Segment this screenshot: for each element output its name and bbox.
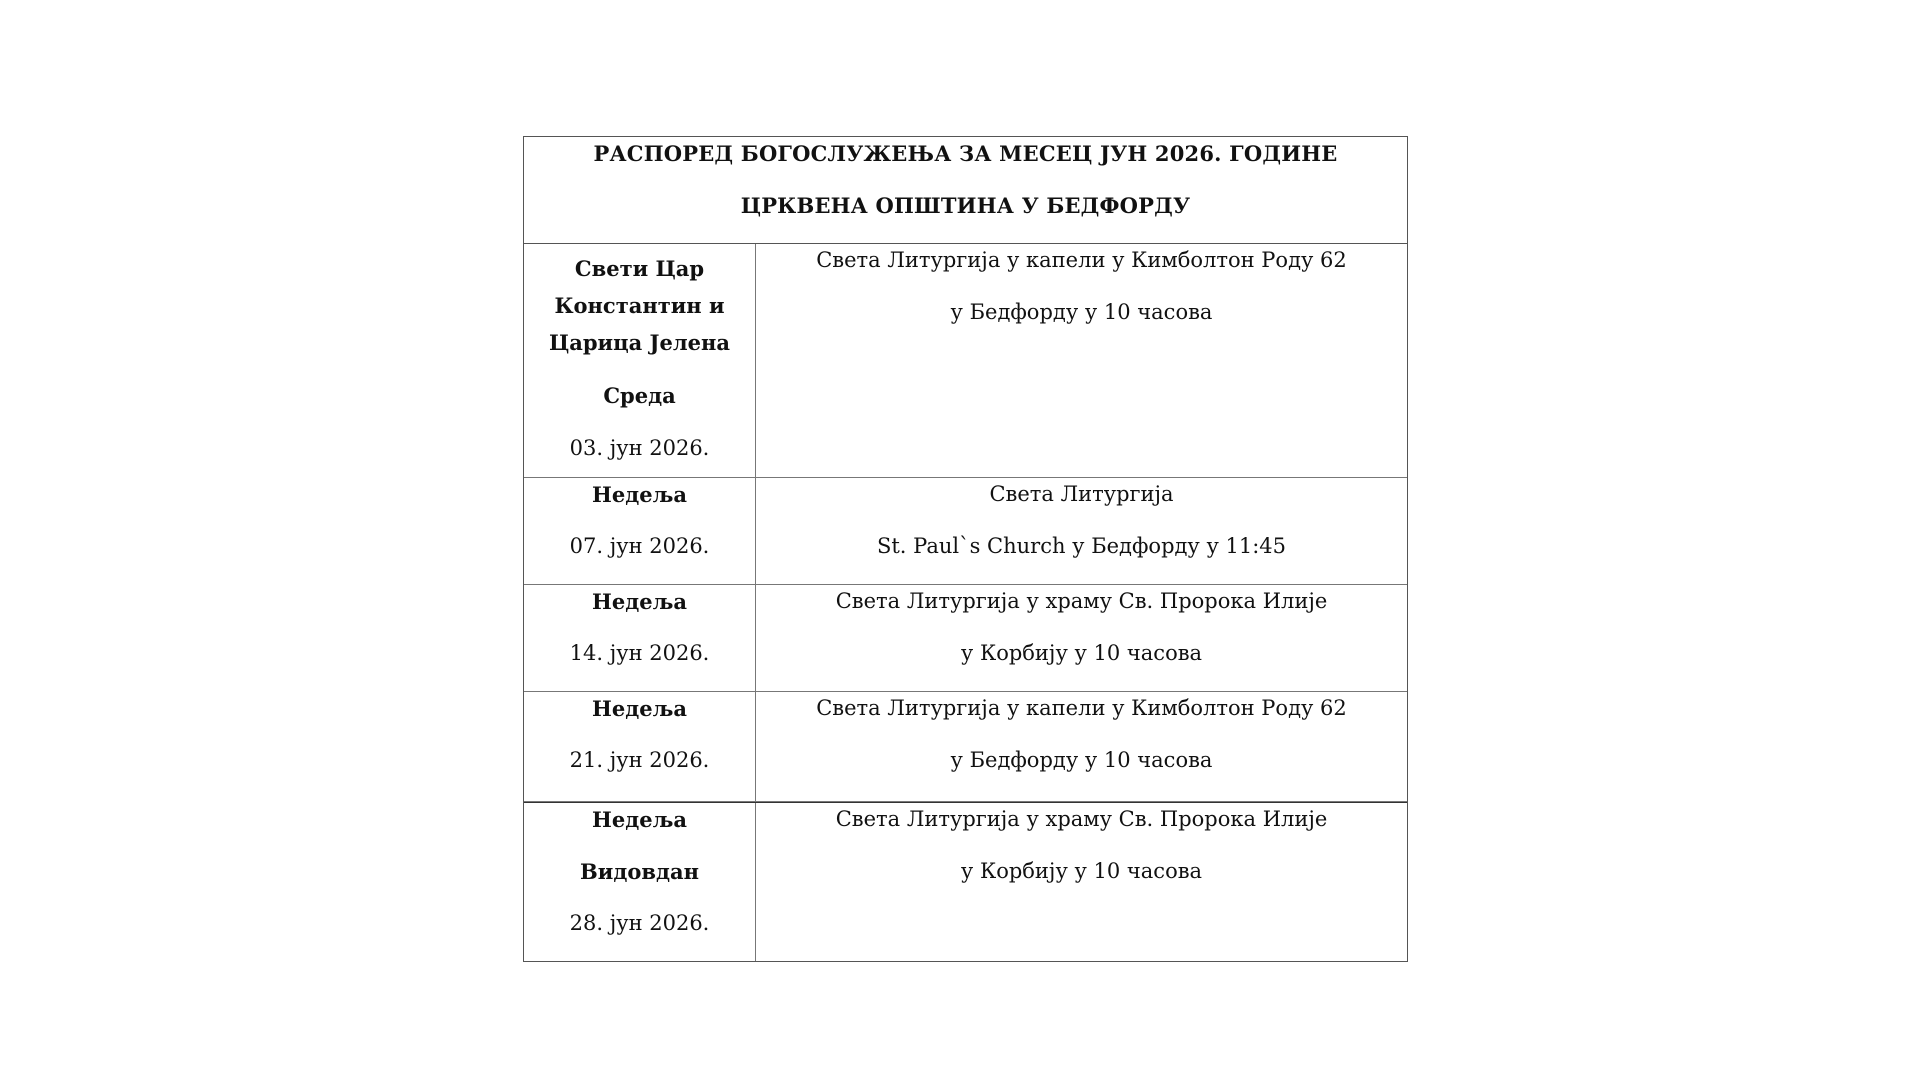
service-cell xyxy=(756,244,1407,477)
service-cell xyxy=(756,585,1407,691)
table-row xyxy=(524,692,1407,802)
date-label: 28. јун 2026. xyxy=(569,911,710,935)
service-line: Света Литургија у капели у Кимболтон Роду 62 xyxy=(816,696,1347,720)
date-cell xyxy=(524,803,756,961)
service-line: у Бедфорду у 10 часова xyxy=(950,300,1213,324)
feast-line: Свети Цар xyxy=(574,256,705,281)
service-line: Света Литургија у капели у Кимболтон Роду 62 xyxy=(816,248,1347,272)
page-subtitle: ЦРКВЕНА ОПШТИНА У БЕДФОРДУ xyxy=(740,193,1191,218)
service-cell xyxy=(756,803,1407,961)
date-label: 21. јун 2026. xyxy=(569,748,710,772)
feast-line: Царица Јелена xyxy=(548,330,731,355)
date-label: 03. јун 2026. xyxy=(569,436,710,460)
service-line: Света Литургија xyxy=(989,482,1174,506)
date-cell xyxy=(524,585,756,691)
service-line: St. Paul`s Church у Бедфорду у 11:45 xyxy=(876,534,1287,558)
feast-label: Видовдан xyxy=(580,859,699,884)
service-line: Света Литургија у храму Св. Пророка Илије xyxy=(835,589,1328,613)
table-row xyxy=(524,802,1407,961)
date-label: 07. јун 2026. xyxy=(569,534,710,558)
date-cell xyxy=(524,244,756,477)
feast-line: Константин и xyxy=(554,293,725,318)
day-label: Недеља xyxy=(592,589,687,614)
page-title: РАСПОРЕД БОГОСЛУЖЕЊА ЗА МЕСЕЦ ЈУН 2026. ГОДИНЕ xyxy=(593,141,1338,166)
day-label: Недеља xyxy=(592,482,687,507)
service-line: у Корбију у 10 часова xyxy=(960,641,1203,665)
date-cell xyxy=(524,478,756,584)
table-row xyxy=(524,478,1407,585)
day-label: Недеља xyxy=(592,807,687,832)
table-row xyxy=(524,585,1407,692)
date-label: 14. јун 2026. xyxy=(569,641,710,665)
service-line: у Корбију у 10 часова xyxy=(960,859,1203,883)
schedule-table xyxy=(523,136,1408,962)
service-cell xyxy=(756,692,1407,801)
day-label: Среда xyxy=(603,383,676,408)
day-label: Недеља xyxy=(592,696,687,721)
table-header xyxy=(524,137,1407,244)
service-line: у Бедфорду у 10 часова xyxy=(950,748,1213,772)
service-line: Света Литургија у храму Св. Пророка Илије xyxy=(835,807,1328,831)
table-row xyxy=(524,244,1407,478)
service-cell xyxy=(756,478,1407,584)
date-cell xyxy=(524,692,756,801)
